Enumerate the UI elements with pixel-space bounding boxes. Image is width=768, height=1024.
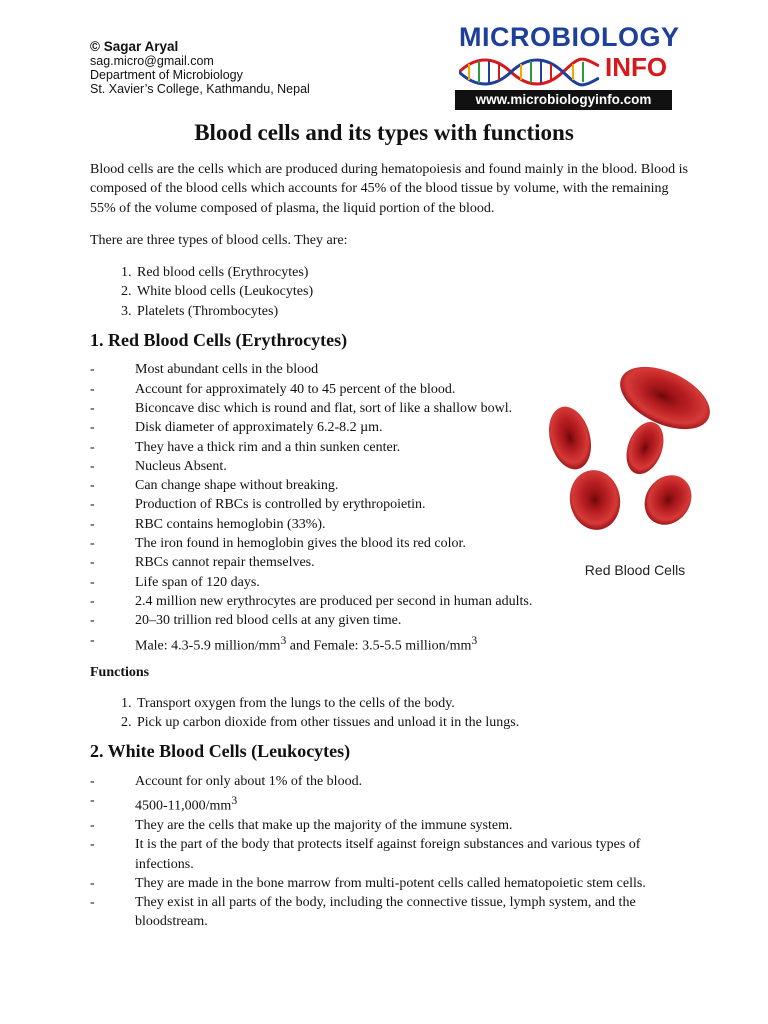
list-item: - They exist in all parts of the body, including the connective tissue, lymph system, and the bloodstream. (90, 893, 690, 932)
list-item: - Disk diameter of approximately 6.2-8.2 µm. (90, 418, 550, 437)
list-item: - Production of RBCs is controlled by erythropoietin. (90, 495, 550, 514)
wbc-count: 4500-11,000/mm (135, 798, 232, 814)
logo-word-microbiology: MICROBIOLOGY (459, 22, 680, 52)
list-item (90, 791, 690, 816)
author-department: Department of Microbiology (90, 68, 243, 82)
author-name: © Sagar Aryal (90, 39, 179, 54)
author-block (90, 40, 310, 96)
male-count: Male: 4.3-5.9 million/mm (135, 638, 281, 654)
list-item: - RBCs cannot repair themselves. (90, 553, 550, 572)
list-item: 2. White blood cells (Leukocytes) (135, 282, 690, 301)
superscript: 3 (231, 793, 238, 807)
types-intro: There are three types of blood cells. They are: (90, 232, 348, 248)
logo-url: www.microbiologyinfo.com (455, 90, 672, 110)
rbc-cell (635, 466, 701, 534)
female-count: and Female: 3.5-5.5 million/mm (286, 638, 472, 654)
rbc-cell (620, 417, 670, 479)
rbc-points-list (90, 360, 550, 655)
wbc-points-list (90, 772, 690, 932)
list-item: 1. Red blood cells (Erythrocytes) (135, 263, 690, 282)
list-item: - RBC contains hemoglobin (33%). (90, 515, 550, 534)
author-email: sag.micro@gmail.com (90, 54, 214, 68)
author-college: St. Xavier’s College, Kathmandu, Nepal (90, 82, 310, 96)
functions-heading: Functions (90, 665, 150, 681)
list-item: - The iron found in hemoglobin gives the blood its red color. (90, 534, 550, 553)
list-item: - It is the part of the body that protects itself against foreign substances and various types of infections. (90, 835, 690, 874)
superscript: 3 (471, 633, 478, 647)
list-item: - Account for approximately 40 to 45 percent of the blood. (90, 380, 550, 399)
red-blood-cells-image (540, 360, 730, 560)
microbiology-info-logo (455, 22, 680, 112)
list-item: - Most abundant cells in the blood (90, 360, 550, 379)
list-item: 1. Transport oxygen from the lungs to the cells of the body. (135, 694, 690, 713)
page-title: Blood cells and its types with functions (194, 120, 574, 145)
red-blood-cells-figure (540, 360, 730, 585)
rbc-cell (542, 402, 597, 474)
rbc-cell (611, 360, 720, 442)
list-item: - They are made in the bone marrow from multi-potent cells called hematopoietic stem cells. (90, 874, 690, 893)
rbc-heading: 1. Red Blood Cells (Erythrocytes) (90, 330, 348, 351)
wbc-heading: 2. White Blood Cells (Leukocytes) (90, 741, 351, 762)
logo-word-info: INFO (605, 52, 668, 82)
list-item: - Account for only about 1% of the blood. (90, 772, 690, 791)
list-item: 2. Pick up carbon dioxide from other tissues and unload it in the lungs. (135, 713, 690, 732)
figure-caption: Red Blood Cells (584, 562, 686, 578)
blood-cell-types-list (90, 263, 690, 321)
dna-helix-icon (459, 56, 599, 88)
list-item (90, 631, 550, 656)
list-item: - Nucleus Absent. (90, 457, 550, 476)
rbc-functions-list (90, 694, 690, 733)
list-item: - Can change shape without breaking. (90, 476, 550, 495)
list-item: - Biconcave disc which is round and flat, sort of like a shallow bowl. (90, 399, 550, 418)
superscript: 3 (280, 633, 287, 647)
list-item: - They are the cells that make up the majority of the immune system. (90, 816, 690, 835)
list-item: 3. Platelets (Thrombocytes) (135, 302, 690, 321)
list-item: - They have a thick rim and a thin sunken center. (90, 438, 550, 457)
rbc-cell (565, 466, 625, 534)
list-item: - 20–30 trillion red blood cells at any given time. (90, 611, 550, 630)
intro-paragraph: Blood cells are the cells which are produced during hematopoiesis and found mainly in the blood. Blood is composed of the blood cells which accounts for 45% of the blood tissue by volume, with the remaining 55% of the volume composed of plasma, the liquid portion of the blood. (90, 162, 688, 216)
list-item: - Life span of 120 days. (90, 573, 550, 592)
list-item: - 2.4 million new erythrocytes are produced per second in human adults. (90, 592, 550, 611)
